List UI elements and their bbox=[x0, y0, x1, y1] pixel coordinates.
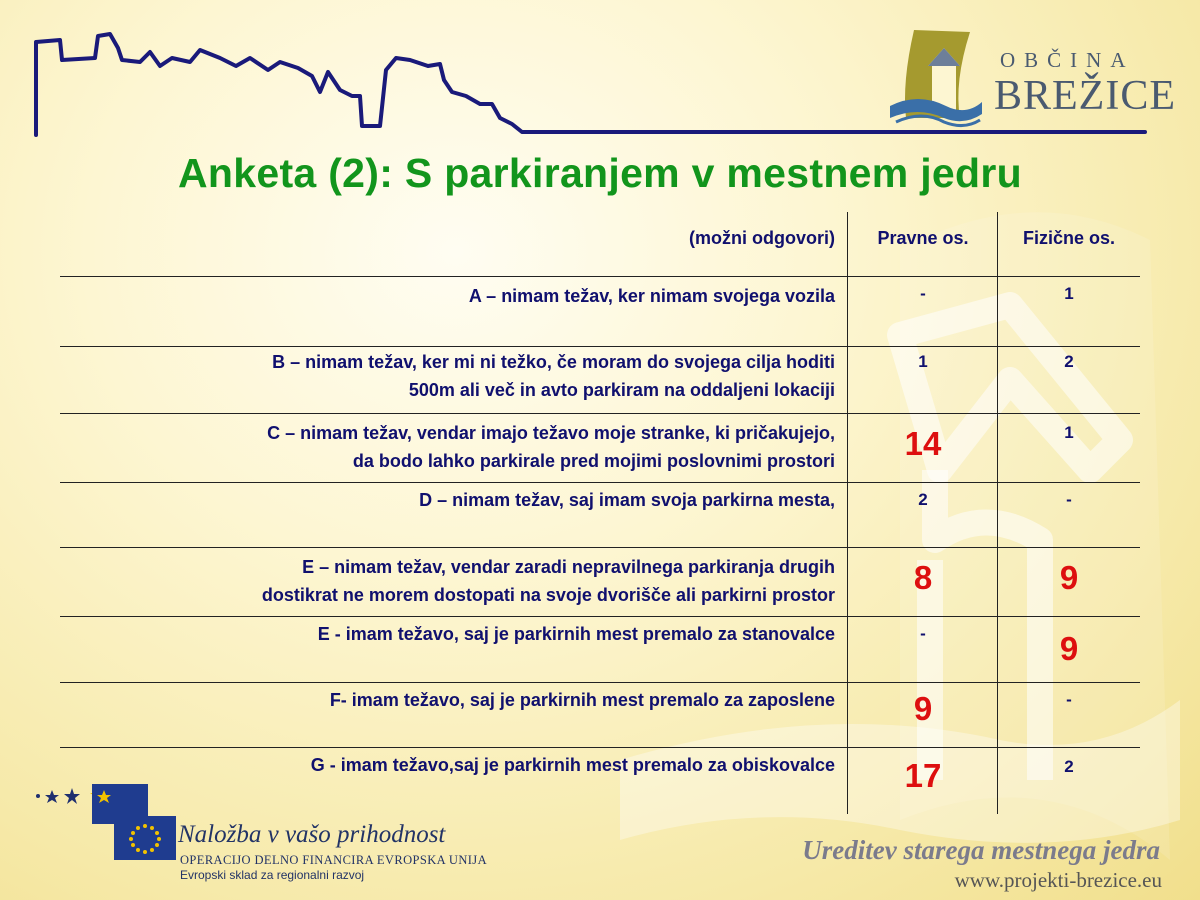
answer-text bbox=[55, 620, 835, 648]
answer-line: A – nimam težav, ker nimam svojega vozila bbox=[468, 286, 835, 306]
answer-line: 500m ali več in avto parkiram na oddaljeni lokaciji bbox=[408, 380, 835, 400]
natural-value-highlight: 9 bbox=[1059, 559, 1079, 596]
answer-line: C – nimam težav, vendar imajo težavo moje stranke, ki pričakujejo, bbox=[267, 423, 835, 443]
answer-line: dostikrat ne morem dostopati na svoje dvorišče ali parkirni prostor bbox=[261, 585, 835, 605]
legal-value-highlight: 17 bbox=[904, 757, 942, 794]
table-row bbox=[60, 346, 1140, 413]
answer-text bbox=[55, 348, 835, 404]
answer-line: E - imam težavo, saj je parkirnih mest premalo za stanovalce bbox=[317, 624, 835, 644]
table-row bbox=[60, 616, 1140, 682]
project-title: Ureditev starega mestnega jedra bbox=[802, 835, 1160, 865]
eu-fund-name: Evropski sklad za regionalni razvoj bbox=[180, 868, 365, 882]
answer-text bbox=[55, 686, 835, 714]
legal-value: - bbox=[920, 284, 926, 303]
natural-value: 1 bbox=[1064, 423, 1074, 442]
header-legal-entities: Pravne os. bbox=[877, 228, 969, 248]
natural-value: 2 bbox=[1064, 757, 1074, 776]
answer-text bbox=[55, 419, 835, 475]
answer-line: B – nimam težav, ker mi ni težko, če moram do svojega cilja hoditi bbox=[272, 352, 835, 372]
table-row bbox=[60, 276, 1140, 346]
table-row bbox=[60, 547, 1140, 616]
natural-value: - bbox=[1066, 490, 1072, 509]
natural-value: 2 bbox=[1064, 352, 1074, 371]
project-url: www.projekti-brezice.eu bbox=[954, 868, 1162, 892]
answer-text bbox=[55, 553, 835, 609]
answer-line: E – nimam težav, vendar zaradi nepravilnega parkiranja drugih bbox=[302, 557, 835, 577]
eu-slogan: Naložba v vašo prihodnost bbox=[178, 821, 446, 848]
legal-value-highlight: 9 bbox=[913, 690, 933, 727]
answer-text bbox=[55, 751, 835, 779]
legal-value: 1 bbox=[918, 352, 928, 371]
logo-obcina-text: OBČINA bbox=[1000, 48, 1135, 72]
table-row bbox=[60, 482, 1140, 547]
legal-value-highlight: 8 bbox=[913, 559, 933, 596]
answer-line: F- imam težavo, saj je parkirnih mest premalo za zaposlene bbox=[329, 690, 835, 710]
answer-text bbox=[55, 282, 835, 310]
eu-funding-text: OPERACIJO DELNO FINANCIRA EVROPSKA UNIJA bbox=[180, 853, 487, 867]
legal-value: - bbox=[920, 624, 926, 643]
natural-value-highlight: 9 bbox=[1059, 630, 1079, 667]
answer-text bbox=[55, 486, 835, 514]
header-answers: (možni odgovori) bbox=[689, 228, 835, 248]
table-row bbox=[60, 682, 1140, 747]
answer-line: D – nimam težav, saj imam svoja parkirna mesta, bbox=[419, 490, 835, 510]
survey-table bbox=[60, 212, 1140, 814]
legal-value: 2 bbox=[918, 490, 928, 509]
legal-value-highlight: 14 bbox=[904, 425, 942, 462]
brezice-logo-emblem bbox=[888, 22, 984, 130]
header-natural-persons: Fizične os. bbox=[1022, 228, 1116, 248]
natural-value: 1 bbox=[1064, 284, 1074, 303]
natural-value: - bbox=[1066, 690, 1072, 709]
logo-brezice-text: BREŽICE bbox=[994, 73, 1176, 119]
slide-title: Anketa (2): S parkiranjem v mestnem jedru bbox=[178, 150, 1022, 196]
answer-line: G - imam težavo,saj je parkirnih mest premalo za obiskovalce bbox=[310, 755, 835, 775]
table-row bbox=[60, 413, 1140, 482]
answer-line: da bodo lahko parkirale pred mojimi poslovnimi prostori bbox=[352, 451, 835, 471]
